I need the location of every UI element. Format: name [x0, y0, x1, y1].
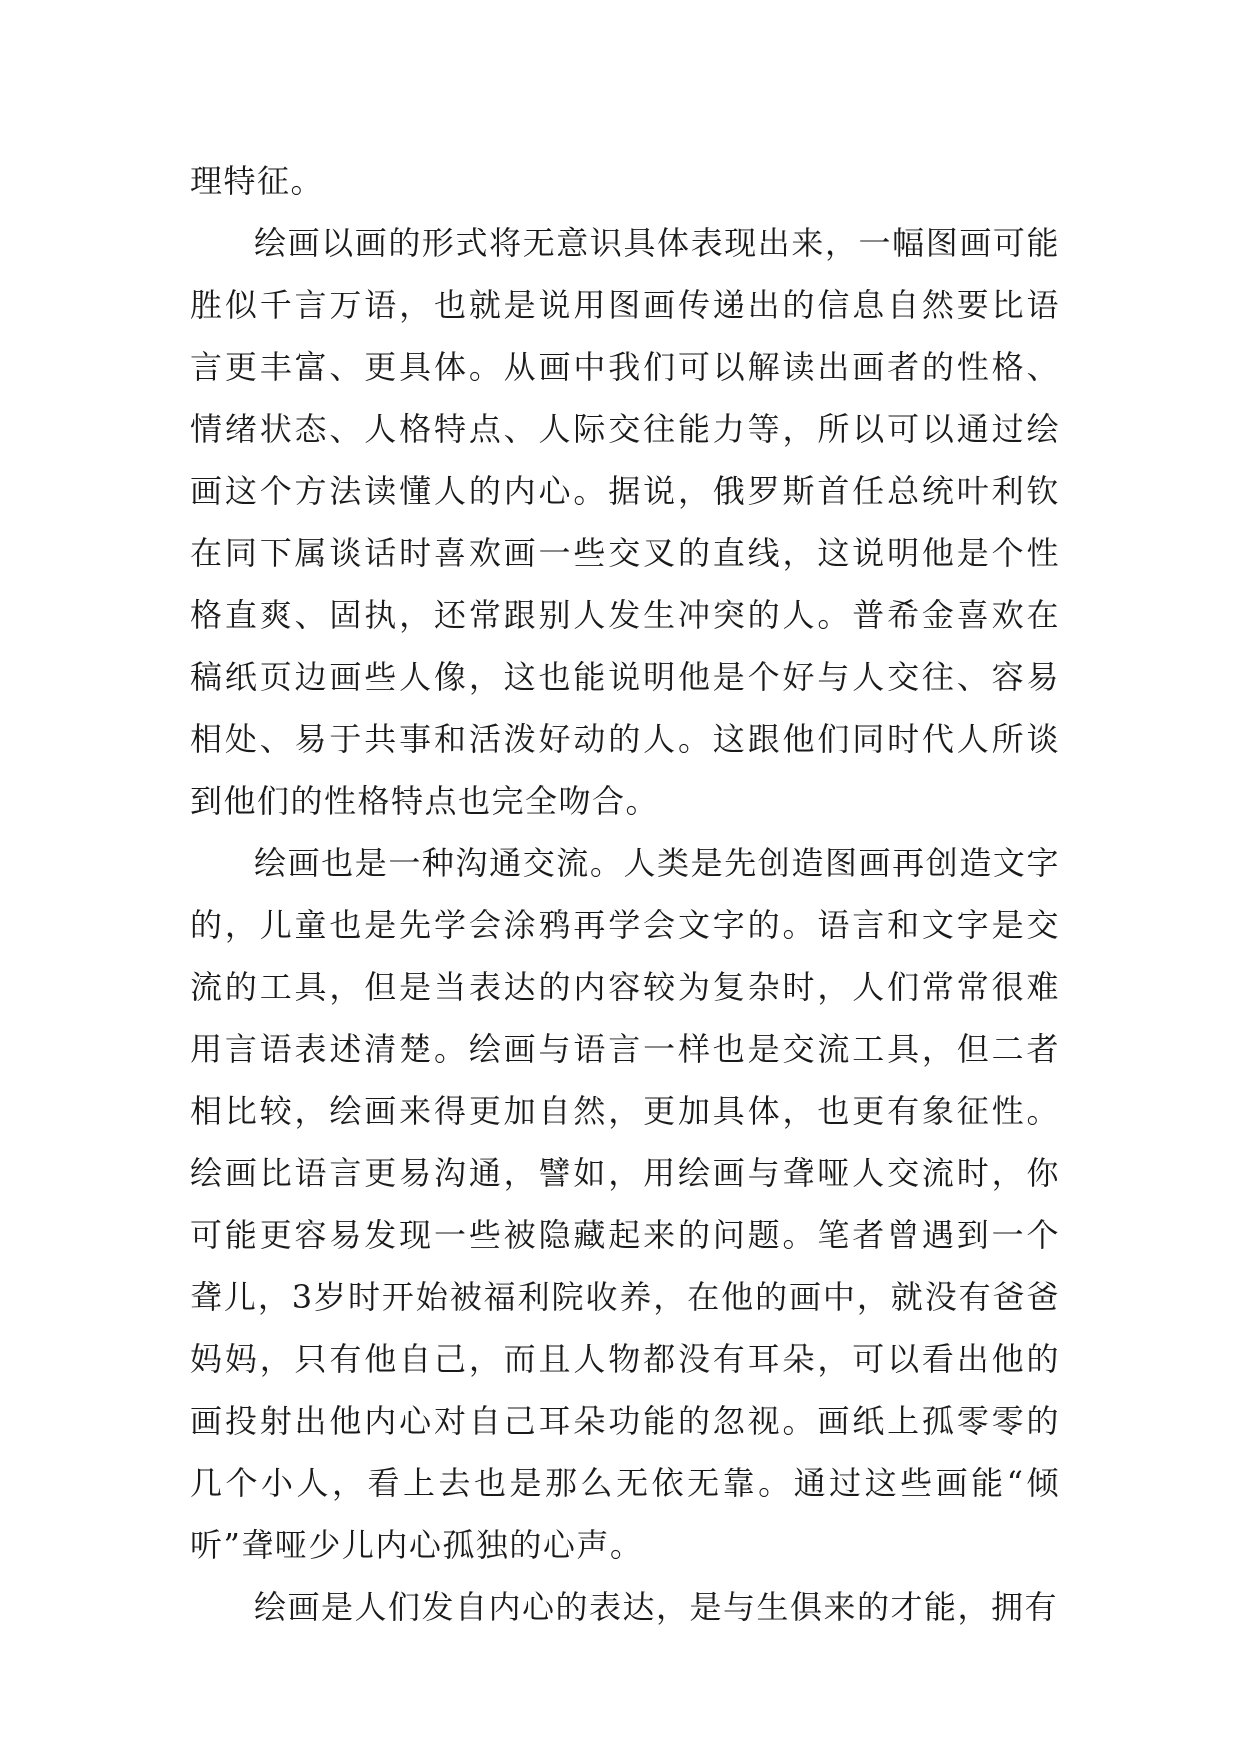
- paragraph-drawing-as-expression: 绘画是人们发自内心的表达，是与生俱来的才能，拥有: [254, 1588, 1059, 1626]
- body-text: [190, 150, 1060, 1638]
- paragraph-drawing-as-communication: 绘画也是一种沟通交流。人类是先创造图画再创造文字的，儿童也是先学会涂鸦再学会文字的。语言和文字是交流的工具，但是当表达的内容较为复杂时，人们常常很难用言语表述清楚。绘画与语言一样也是交流工具，但二者相比较，绘画来得更加自然，更加具体，也更有象征性。绘画比语言更易沟通，譬如，用绘画与聋哑人交流时，你可能更容易发现一些被隐藏起来的问题。笔者曾遇到一个聋儿，3岁时开始被福利院收养，在他的画中，就没有爸爸妈妈，只有他自己，而且人物都没有耳朵，可以看出他的画投射出他内心对自己耳朵功能的忽视。画纸上孤零零的几个小人，看上去也是那么无依无靠。通过这些画能“倾听”聋哑少儿内心孤独的心声。: [190, 844, 1060, 1564]
- paragraph-drawing-reveals-personality: 绘画以画的形式将无意识具体表现出来，一幅图画可能胜似千言万语，也就是说用图画传递出的信息自然要比语言更丰富、更具体。从画中我们可以解读出画者的性格、情绪状态、人格特点、人际交往能力等，所以可以通过绘画这个方法读懂人的内心。据说，俄罗斯首任总统叶利钦在同下属谈话时喜欢画一些交叉的直线，这说明他是个性格直爽、固执，还常跟别人发生冲突的人。普希金喜欢在稿纸页边画些人像，这也能说明他是个好与人交往、容易相处、易于共事和活泼好动的人。这跟他们同时代人所谈到他们的性格特点也完全吻合。: [190, 224, 1060, 820]
- paragraph-continuation: 理特征。: [190, 162, 325, 200]
